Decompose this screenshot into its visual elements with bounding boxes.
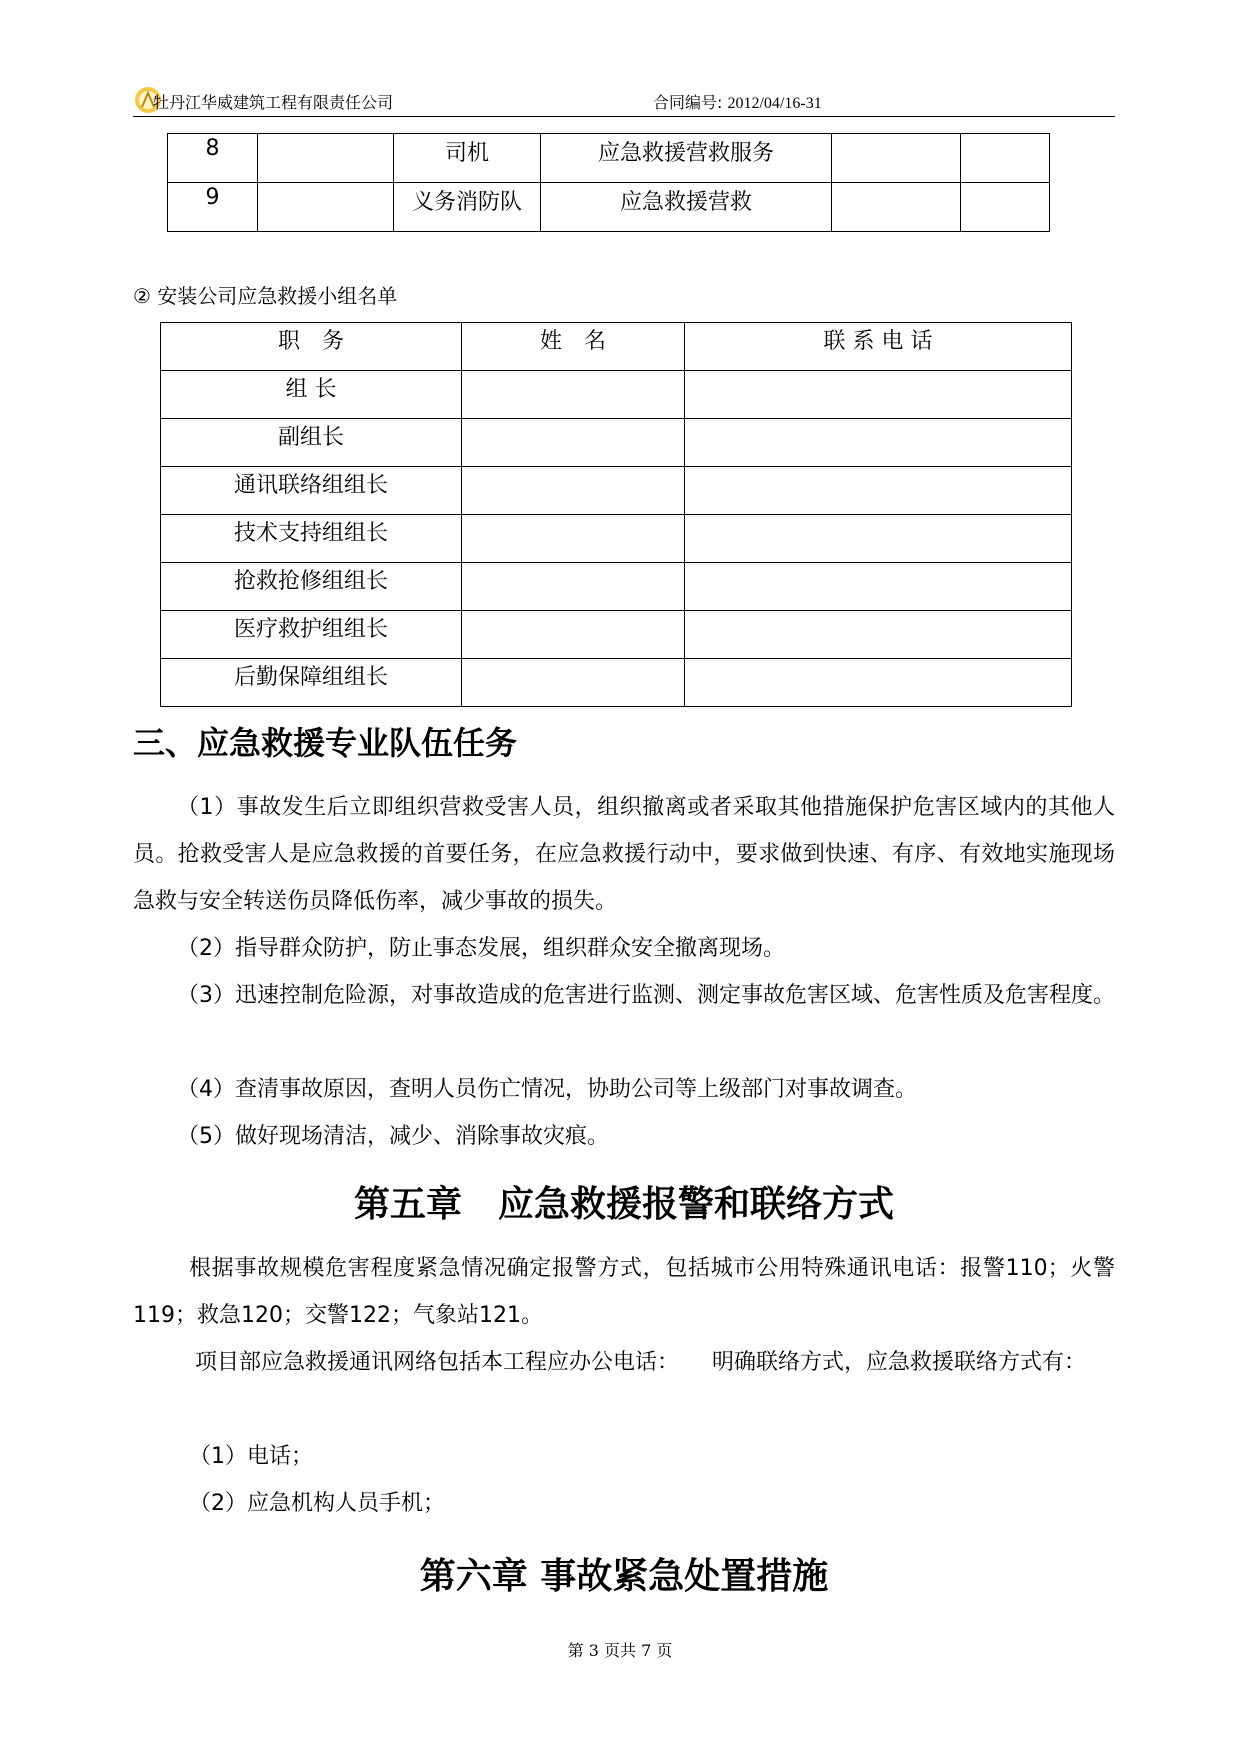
table-cell <box>961 183 1050 232</box>
contract-value: 2012/04/16-31 <box>727 95 822 112</box>
table-cell <box>685 563 1072 611</box>
paragraph: （5）做好现场清洁，减少、消除事故灾痕。 <box>177 1124 609 1149</box>
table-cell: 司机 <box>394 134 541 183</box>
table-cell <box>832 183 961 232</box>
table-caption: ② 安装公司应急救援小组名单 <box>133 284 398 308</box>
column-header: 职 务 <box>161 323 462 371</box>
table-row <box>161 467 1072 515</box>
table-cell <box>258 183 394 232</box>
paragraph: 项目部应急救援通讯网络包括本工程应办公电话： 明确联络方式，应急救援联络方式有： <box>195 1350 1087 1375</box>
table-cell: 义务消防队 <box>394 183 541 232</box>
table-cell <box>685 419 1072 467</box>
table-cell <box>685 611 1072 659</box>
table-cell <box>685 659 1072 707</box>
table-row <box>161 659 1072 707</box>
table-cell <box>961 134 1050 183</box>
paragraph: （4）查清事故原因，查明人员伤亡情况，协助公司等上级部门对事故调查。 <box>177 1077 917 1102</box>
table-cell: 应急救援营救服务 <box>541 134 832 183</box>
section-heading: 三、应急救援专业队伍任务 <box>133 724 518 762</box>
table-cell <box>258 134 394 183</box>
contract-number <box>653 90 822 113</box>
paragraph: （1）事故发生后立即组织营救受害人员，组织撤离或者采取其他措施保护危害区域内的其他人员。抢救受害人是应急救援的首要任务，在应急救援行动中，要求做到快速、有序、有效地实施现场急救与安全转送伤员降低伤率，减少事故的损失。 <box>133 795 1115 914</box>
table-cell <box>462 611 685 659</box>
table-row <box>161 371 1072 419</box>
table-cell: 后勤保障组组长 <box>161 659 462 707</box>
paragraph: （1）电话； <box>189 1444 313 1469</box>
table-cell: 9 <box>168 183 258 232</box>
rescue-team-table-continued <box>167 133 1050 232</box>
table-cell <box>462 659 685 707</box>
installation-rescue-team-table <box>160 322 1072 707</box>
table-cell: 抢救抢修组组长 <box>161 563 462 611</box>
table-cell: 通讯联络组组长 <box>161 467 462 515</box>
table-cell <box>462 515 685 563</box>
chapter-title: 第六章 事故紧急处置措施 <box>419 1556 829 1597</box>
paragraph: （3）迅速控制危险源，对事故造成的危害进行监测、测定事故危害区域、危害性质及危害程度。 <box>177 983 1116 1008</box>
page-header <box>133 88 1115 117</box>
table-header-row <box>161 323 1072 371</box>
table-cell <box>685 371 1072 419</box>
table-cell <box>462 371 685 419</box>
table-cell: 副组长 <box>161 419 462 467</box>
paragraph: 根据事故规模危害程度紧急情况确定报警方式，包括城市公用特殊通讯电话：报警110；火警119；救急120；交警122；气象站121。 <box>133 1256 1115 1328</box>
table-row <box>161 611 1072 659</box>
page-number: 第 3 页共 7 页 <box>567 1641 673 1660</box>
column-header: 联 系 电 话 <box>685 323 1072 371</box>
table-cell: 技术支持组组长 <box>161 515 462 563</box>
paragraph: （2）指导群众防护，防止事态发展，组织群众安全撤离现场。 <box>177 936 785 961</box>
paragraph: （2）应急机构人员手机； <box>189 1491 445 1516</box>
table-row <box>161 563 1072 611</box>
contract-label: 合同编号: <box>653 93 728 112</box>
table-row <box>161 515 1072 563</box>
table-row <box>168 134 1050 183</box>
table-cell: 组 长 <box>161 371 462 419</box>
table-cell <box>462 419 685 467</box>
table-row <box>161 419 1072 467</box>
table-cell <box>462 467 685 515</box>
table-cell <box>832 134 961 183</box>
table-cell <box>685 515 1072 563</box>
table-row <box>168 183 1050 232</box>
chapter-title: 第五章 应急救援报警和联络方式 <box>353 1184 894 1225</box>
table-cell: 医疗救护组组长 <box>161 611 462 659</box>
column-header: 姓 名 <box>462 323 685 371</box>
table-cell: 应急救援营救 <box>541 183 832 232</box>
table-cell <box>685 467 1072 515</box>
table-cell: 8 <box>168 134 258 183</box>
company-name: 牡丹江华威建筑工程有限责任公司 <box>153 93 394 112</box>
table-cell <box>462 563 685 611</box>
